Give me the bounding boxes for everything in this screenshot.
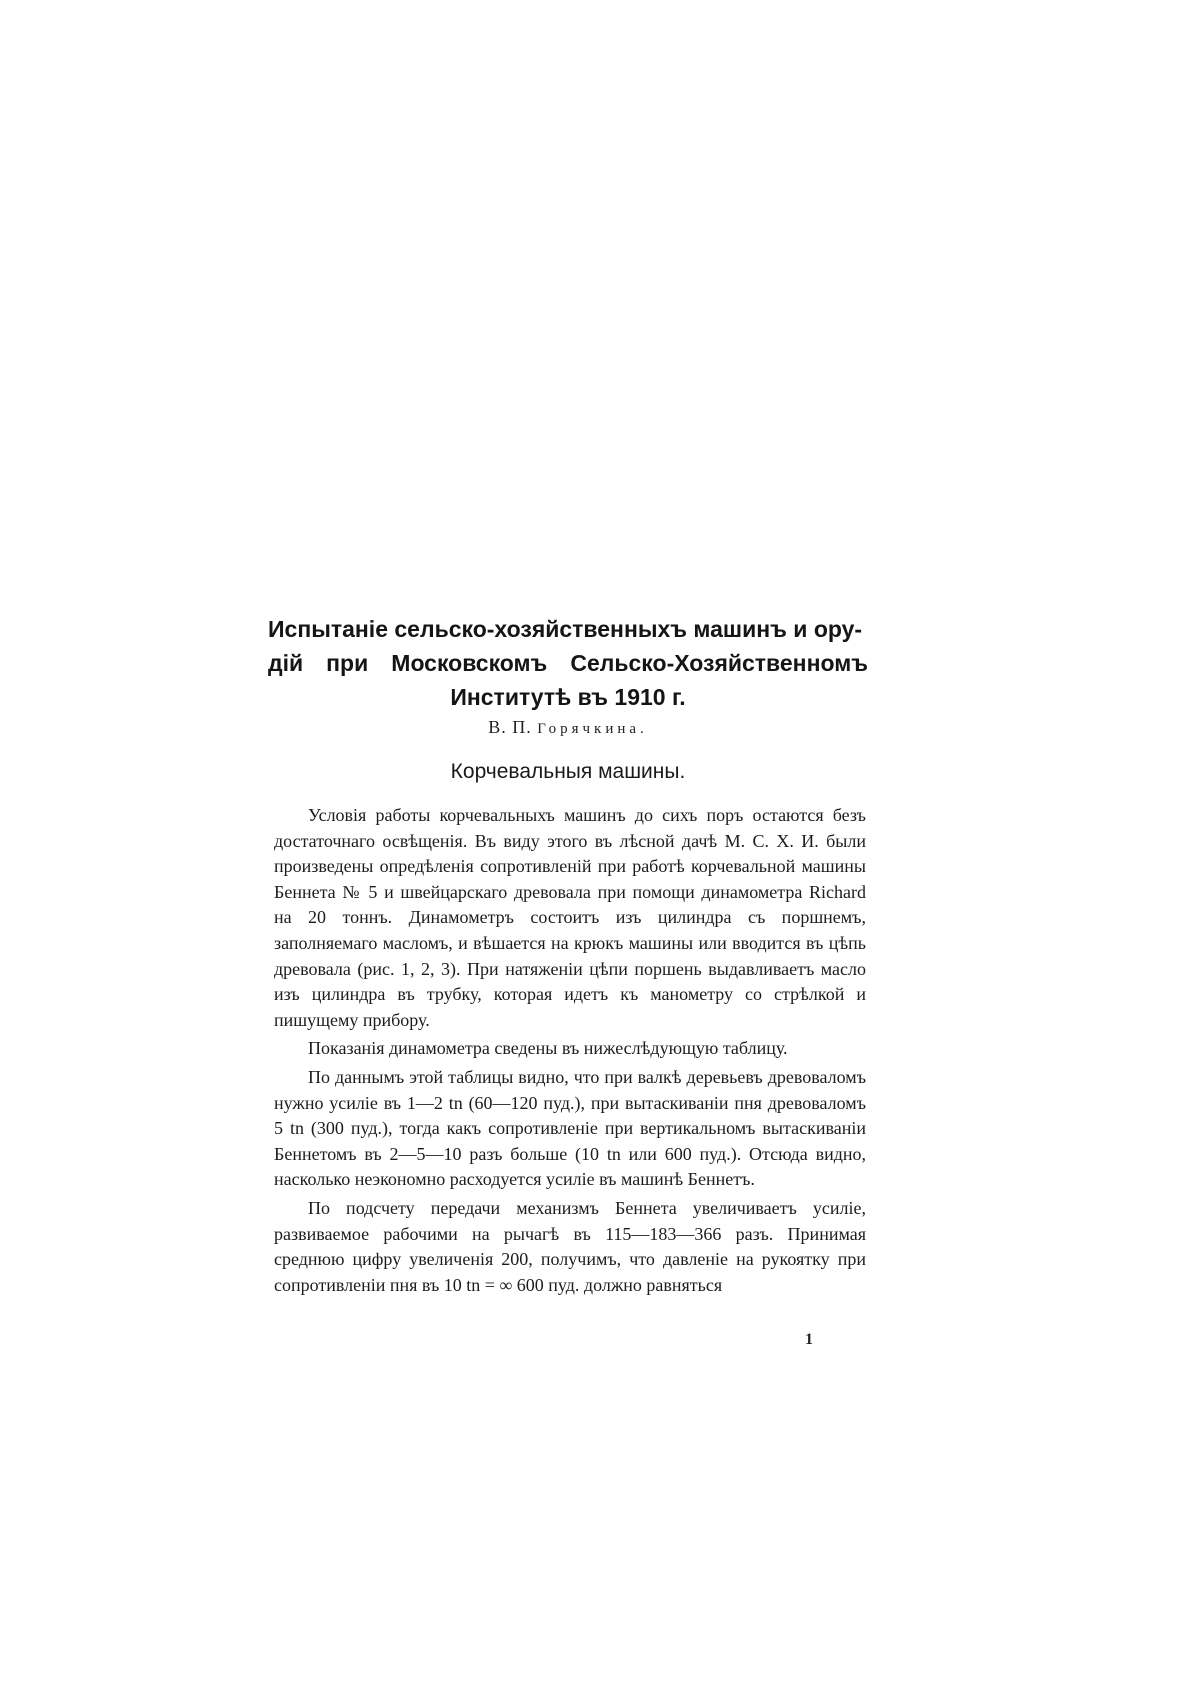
section-heading: Корчевальныя машины. (450, 760, 686, 783)
page-number: 1 (805, 1331, 813, 1348)
author-byline (268, 717, 868, 738)
title-line-2: дій при Московскомъ Сельско-Хозяйственномъ (268, 650, 868, 676)
body-text (274, 803, 866, 1301)
paragraph: Показанія динамометра сведены въ нижеслѣдующую таблицу. (308, 1038, 788, 1059)
paragraph: По подсчету передачи механизмъ Беннета увеличиваетъ усиліе, развиваемое рабочими на рычагѣ въ 115—183—366 разъ. Принимая среднюю цифру увеличенія 200, получимъ, что давленіе на рукоятку при сопротивленіи пня въ 10 tn = ∞ 600 пуд. должно равняться (274, 1197, 866, 1295)
paragraph: По даннымъ этой таблицы видно, что при валкѣ деревьевъ древоваломъ нужно усиліе въ 1—2 tn (60—120 пуд.), при вытаскиваніи пня древоваломъ 5 tn (300 пуд.), тогда какъ сопротивленіе при вертикальномъ вытаскиваніи Беннетомъ въ 2—5—10 разъ больше (10 tn или 600 пуд.). Отсюда видно, насколько неэкономно расходуется усиліе въ машинѣ Беннетъ. (274, 1066, 866, 1190)
article-title (268, 612, 868, 714)
paragraph: Условія работы корчевальныхъ машинъ до сихъ поръ остаются безъ достаточнаго освѣщенія. Въ виду этого въ лѣсной дачѣ М. С. Х. И. были произведены опредѣленія сопротивленій при работѣ корчевальной машины Беннета № 5 и швейцарскаго древовала при помощи динамометра Richard на 20 тоннъ. Динамометръ состоитъ изъ цилиндра съ поршнемъ, заполняемаго масломъ, и вѣшается на крюкъ машины или вводится въ цѣпь древовала (рис. 1, 2, 3). При натяженіи цѣпи поршень выдавливаетъ масло изъ цилиндра въ трубку, которая идетъ къ манометру со стрѣлкой и пишущему прибору. (274, 805, 866, 1030)
author-surname: Горячкина. (537, 721, 648, 737)
author-initials: В. П. (488, 717, 532, 737)
title-line-3: Институтѣ въ 1910 г. (450, 684, 686, 710)
title-line-1: Испытаніе сельско-хозяйственныхъ машинъ и ору- (268, 616, 863, 642)
